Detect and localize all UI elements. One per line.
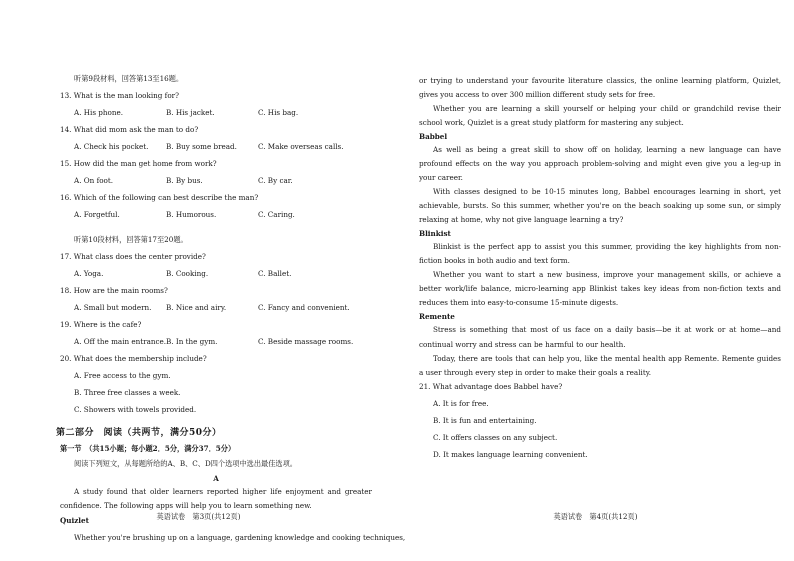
option: A. His phone. [74,108,124,117]
option: C. Fancy and convenient. [258,303,350,312]
option: C. Caring. [258,210,295,219]
question-19-options [60,337,372,346]
section1-title: 第一节 （共15小题；每小题2．5分，满分37．5分） [60,444,236,454]
question-21: 21. What advantage does Babbel have? [419,381,563,391]
option: B. Cooking. [166,269,209,278]
option: A. Off the main entrance. [74,337,167,346]
option: B. By bus. [166,176,203,185]
question-14-options [60,142,372,151]
blinkist-paragraph-1: Blinkist is the perfect app to assist you this summer, providing the key highlights from non-fiction books in both audio and text form. [419,242,781,266]
instruction-passage-10: 听第10段材料，回答第17至20题。 [74,235,188,244]
app-title-quizlet: Quizlet [60,516,89,526]
question-16-options [60,210,372,219]
left-page-content [56,74,406,543]
question-16: 16. Which of the following can best describe the man? [60,193,259,202]
instruction-passage-9: 听第9段材料，回答第13至16题。 [74,74,184,83]
question-20: 20. What does the membership include? [60,354,207,363]
right-page [397,0,794,561]
option: B. Humorous. [166,210,217,219]
quizlet-first-line: Whether you're brushing up on a language, gardening knowledge and cooking techniques, [74,533,406,543]
question-15: 15. How did the man get home from work? [60,159,217,168]
blinkist-paragraph-2: Whether you want to start a new business, improve your management skills, or achieve a better work/life balance, micro-learning app Blinkist takes key ideas from non-fiction texts and reduces them into easy-to-consume 15-minute digests. [419,270,781,308]
question-17-options [60,269,372,278]
option: B. Nice and airy. [166,303,227,312]
babbel-paragraph-2: With classes designed to be 10-15 minutes long, Babbel encourages learning in short, yet achievable, bursts. So this summer, whether you're on the beach soaking up some sun, or simply relaxing at home, why not give language learning a try? [419,187,781,225]
option: A. Yoga. [74,269,104,278]
right-page-content [419,74,781,459]
option: B. In the gym. [166,337,218,346]
option: C. It offers classes on any subject. [433,432,558,442]
option: A. Forgetful. [74,210,120,219]
option: C. Ballet. [258,269,292,278]
question-17: 17. What class does the center provide? [60,252,206,261]
option: B. It is fun and entertaining. [433,415,537,425]
part2-title: 第二部分 阅读（共两节，满分50分） [56,428,222,438]
option: A. It is for free. [433,398,489,408]
question-18: 18. How are the main rooms? [60,286,168,295]
question-14: 14. What did mom ask the man to do? [60,125,199,134]
option: D. It makes language learning convenient. [433,449,588,459]
option: A. Check his pocket. [74,142,149,151]
option: B. His jacket. [166,108,215,117]
question-15-options [60,176,372,185]
option: B. Buy some bread. [166,142,237,151]
option: C. Make overseas calls. [258,142,344,151]
section1-instruction: 阅读下列短文，从每题所给的A、B、C、D四个选项中选出最佳选项。 [74,459,297,469]
passage-letter: A [213,474,219,484]
question-13: 13. What is the man looking for? [60,91,179,100]
page-footer-right: 英语试卷 第4页(共12页) [553,512,638,521]
option: A. Free access to the gym. [74,371,171,380]
option: C. Beside massage rooms. [258,337,354,346]
intro-paragraph: A study found that older learners reported higher life enjoyment and greater confidence. The following apps will help you to learn something new. [60,487,372,511]
remente-paragraph-1: Stress is something that most of us face on a daily basis—be it at work or at home—and continual worry and stress can be harmful to our health. [419,325,781,349]
question-19: 19. Where is the cafe? [60,320,142,329]
page-footer-left: 英语试卷 第3页(共12页) [156,512,241,521]
app-title-blinkist: Blinkist [419,229,451,239]
babbel-paragraph-1: As well as being a great skill to show off on holiday, learning a new language can have profound effects on the way you approach problem-solving and might even give you a leg-up in your career. [419,145,781,183]
app-title-remente: Remente [419,312,455,322]
option: A. On foot. [74,176,114,185]
option: C. His bag. [258,108,299,117]
remente-paragraph-2: Today, there are tools that can help you, like the mental health app Remente. Remente guides a user through every step in order to make their goals a reality. [419,353,781,377]
option: C. Showers with towels provided. [74,405,197,414]
quizlet-paragraph-2: Whether you are learning a skill yourself or helping your child or grandchild revise their school work, Quizlet is a great study platform for mastering any subject. [419,104,781,128]
quizlet-continued: or trying to understand your favourite literature classics, the online learning platform, Quizlet, gives you access to over 300 million different study sets for free. [419,76,781,100]
option: C. By car. [258,176,293,185]
question-13-options [60,108,372,117]
option: A. Small but modern. [74,303,152,312]
option: B. Three free classes a week. [74,388,181,397]
app-title-babbel: Babbel [419,132,448,142]
question-18-options [60,303,372,312]
